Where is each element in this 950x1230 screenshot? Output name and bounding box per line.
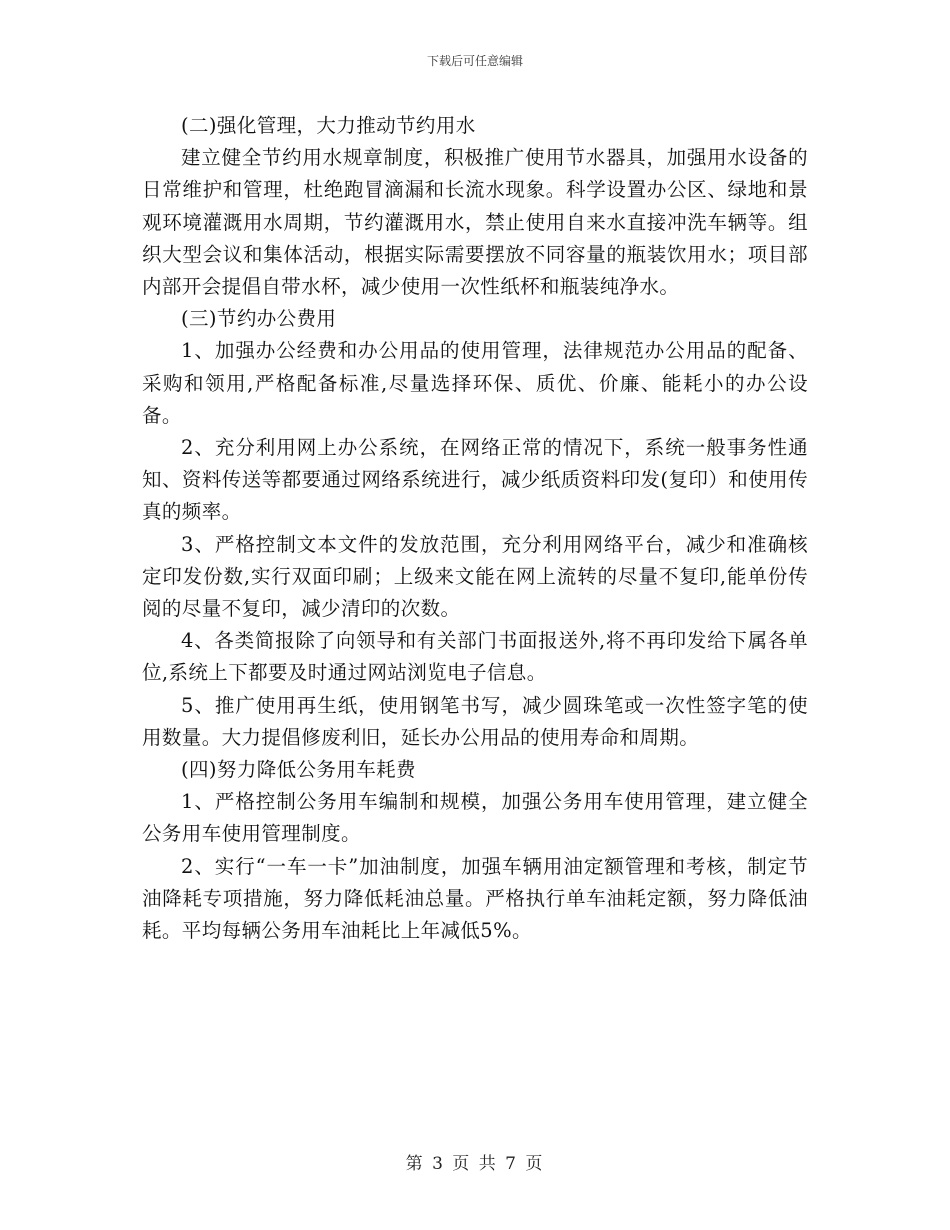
section-heading-water: (二)强化管理，大力推动节约用水 — [181, 114, 476, 137]
paragraph-office-2: 2、充分利用网上办公系统，在网络正常的情况下，系统一般事务性通知、资料传送等都要通过网络系统进行，减少纸质资料印发(复印）和使用传真的频率。 — [142, 436, 808, 524]
paragraph-office-1: 1、加强办公经费和办公用品的使用管理，法律规范办公用品的配备、采购和领用,严格配备标准,尽量选择环保、质优、价廉、能耗小的办公设备。 — [142, 339, 808, 427]
document-body — [142, 110, 808, 947]
page-number: 第 3 页 共 7 页 — [405, 1154, 545, 1174]
paragraph-office-5: 5、推广使用再生纸，使用钢笔书写，减少圆珠笔或一次性签字笔的使用数量。大力提倡修废利旧，延长办公用品的使用寿命和周期。 — [142, 693, 808, 749]
section-heading-office: (三)节约办公费用 — [181, 307, 337, 331]
paragraph-vehicles-2: 2、实行“一车一卡”加油制度，加强车辆用油定额管理和考核，制定节油降耗专项措施，努力降低耗油总量。严格执行单车油耗定额，努力降低油耗。平均每辆公务用车油耗比上年减低5%。 — [142, 854, 808, 943]
section-heading-vehicles: (四)努力降低公务用车耗费 — [181, 758, 416, 782]
header-note: 下载后可任意编辑 — [426, 54, 523, 68]
paragraph-vehicles-1: 1、严格控制公务用车编制和规模，加强公务用车使用管理，建立健全公务用车使用管理制度。 — [142, 790, 808, 846]
paragraph-water: 建立健全节约用水规章制度，积极推广使用节水器具，加强用水设备的日常维护和管理，杜绝跑冒滴漏和长流水现象。科学设置办公区、绿地和景观环境灌溉用水周期，节约灌溉用水，禁止使用自来水直接冲洗车辆等。组织大型会议和集体活动，根据实际需要摆放不同容量的瓶装饮用水；项目部内部开会提倡自带水杯，减少使用一次性纸杯和瓶装纯净水。 — [142, 146, 808, 299]
paragraph-office-3: 3、严格控制文本文件的发放范围，充分利用网络平台，减少和准确核定印发份数,实行双面印刷；上级来文能在网上流转的尽量不复印,能单份传阅的尽量不复印，减少清印的次数。 — [142, 532, 808, 621]
paragraph-office-4: 4、各类简报除了向领导和有关部门书面报送外,将不再印发给下属各单位,系统上下都要及时通过网站浏览电子信息。 — [142, 629, 808, 685]
